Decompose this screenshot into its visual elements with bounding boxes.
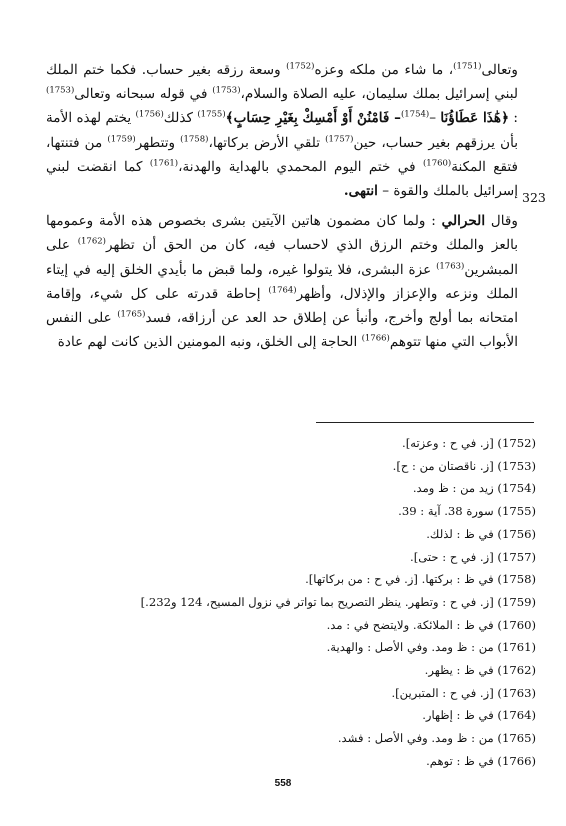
footnote	[60, 523, 536, 546]
footnote	[60, 477, 536, 500]
footnote-text: [ز. في ح : وعزته].	[402, 436, 494, 450]
footnote-number: (1752)	[497, 436, 536, 450]
footnote-ref: (1759)	[107, 134, 136, 145]
footnote	[60, 500, 536, 523]
end-marker: انتهى.	[343, 183, 378, 200]
footnote-ref: (1756)	[135, 109, 164, 120]
text-run: من فتنتها، فتقع المكنة	[46, 134, 518, 175]
footnote-text: في ظ : توهم.	[426, 753, 494, 768]
text-run: –	[429, 110, 441, 127]
footnote-number: (1763)	[497, 685, 536, 700]
footnotes	[60, 432, 536, 773]
footnote	[60, 614, 536, 637]
footnote-divider	[316, 422, 534, 423]
footnote-number: (1764)	[497, 708, 536, 723]
text-run: كذلك	[163, 110, 198, 127]
footnote	[60, 704, 536, 727]
footnote-number: (1760)	[497, 617, 536, 632]
footnote-ref: (1760)	[422, 158, 452, 169]
paragraph-1	[46, 58, 518, 203]
footnote-text: من : ظ ومد. وفي الأصل : والهدية.	[326, 640, 494, 655]
footnote	[60, 682, 536, 705]
quran-quote: ﴿هَٰذَا عَطَاؤُنَا	[440, 110, 510, 127]
text-run: الحاجة إلى الخلق، ونبه المومنين الذين كانت لهم عادة	[57, 334, 362, 351]
footnote-text: سورة 38. آية : 39.	[398, 504, 494, 519]
footnote-number: (1766)	[497, 753, 536, 768]
paragraph-number: 323	[522, 190, 546, 205]
text-run: تلقي الأرض بركاتها،	[208, 134, 326, 151]
footnote-text: في ظ : الملائكة. ولايتضح في : مد.	[326, 617, 494, 632]
footnote-ref: (1754)	[400, 109, 430, 120]
footnote-number: (1755)	[497, 504, 536, 519]
paragraph-2-wrap	[46, 209, 518, 354]
page-number: 558	[274, 778, 292, 789]
footnote-ref: (1751)	[453, 61, 482, 72]
footnote-text: في ظ : يظهر.	[424, 663, 494, 678]
text-run: : ولما كان مضمون هاتين الآيتين بشرى بخصوص هذه الأمة وعمومها بالعز والملك وختم الرزق الذي لاحساب فيه، كان من الحق أن تظهر	[46, 213, 519, 254]
footnote-text: [ز. ناقصتان من : ح].	[392, 458, 494, 473]
footnote-ref: (1761)	[149, 158, 179, 169]
footnote-ref: (1762)	[77, 236, 106, 247]
footnote-ref: (1765)	[117, 309, 146, 320]
quran-quote: – فَامْنُنْ أَوْ أَمْسِكْ بِغَيْرِ حِسَابٍ﴾	[225, 110, 401, 127]
footnote-text: في ظ : لذلك.	[426, 526, 494, 541]
text-run: على المبشرين	[46, 237, 518, 278]
text-run: عزة البشرى، فلا يتولوا غيره، ولما قبض ما بأيدي الخلق إليه في إيتاء الملك ونزعه والإعزاز والإذلال، وأظهر	[46, 261, 518, 302]
text-run: يختم لهذه الأمة بأن يرزقهم بغير حساب، حين	[46, 110, 518, 151]
footnote-number: (1753)	[497, 458, 536, 473]
footnote-number: (1765)	[497, 731, 536, 746]
author-name: الحرالي	[441, 213, 486, 230]
footnote	[60, 636, 536, 659]
footnote	[60, 546, 536, 569]
footnote-text: في ظ : بركتها. [ز. في ح : من بركاتها].	[305, 572, 494, 587]
footnote-ref: (1753)	[46, 85, 75, 96]
footnote-number: (1762)	[497, 663, 536, 678]
footnote-ref: (1753)	[212, 85, 241, 96]
text-run: في ختم اليوم المحمدي بالهداية والهدنة،	[178, 158, 423, 175]
text-run: على النفس الأبواب التي منها تتوهم	[46, 310, 518, 351]
footnote-ref: (1766)	[361, 333, 390, 344]
footnote-ref: (1763)	[436, 261, 465, 272]
footnote-ref: (1764)	[268, 285, 297, 296]
footnote-text: من : ظ ومد. وفي الأصل : فشد.	[337, 731, 494, 746]
footnote	[60, 455, 536, 478]
footnote-text: [ز. في ح : المتبرين].	[391, 685, 494, 700]
footnote-number: (1758)	[497, 572, 536, 587]
text-run: وتتطهر	[135, 134, 181, 151]
footnote-number: (1754)	[497, 481, 536, 496]
footnote	[60, 591, 536, 614]
footnote	[60, 432, 536, 455]
text-run: في قوله سبحانه وتعالى	[74, 86, 213, 103]
footnote	[60, 659, 536, 682]
footnote-text: زيد من : ظ ومد.	[412, 481, 494, 496]
paragraph-2	[46, 209, 518, 354]
footnote-number: (1756)	[497, 526, 536, 541]
text-run: إحاطة قدرته على كل شيء، وإقامة امتحانه بما أولج وأخرج، وأنبأ عن إطلاق حد العد عن أرزاقه، فسد	[46, 285, 518, 327]
footnote-number: (1759)	[497, 594, 536, 609]
footnote-ref: (1752)	[286, 61, 315, 72]
footnote	[60, 568, 536, 591]
text-run: :	[509, 110, 518, 127]
text-run: كما انقضت لبني إسرائيل بالملك والقوة –	[46, 158, 518, 200]
text-run: وتعالى	[481, 62, 518, 78]
footnote-text: [ز. في ح : وتطهر. ينظر التصريح بما تواتر في نزول المسيح، 124 و232.]	[140, 594, 494, 609]
text-run: ، ما شاء من ملكه وعزه	[314, 62, 454, 78]
text-run: وسعة رزقه بغير حساب. فكما ختم الملك لبني إسرائيل بملك سليمان، عليه الصلاة والسلام،	[46, 62, 518, 103]
text-run: وقال	[485, 213, 518, 230]
footnote-ref: (1757)	[325, 134, 354, 145]
footnote	[60, 727, 536, 750]
footnote-ref: (1758)	[180, 134, 209, 145]
footnote	[60, 750, 536, 773]
main-text	[46, 58, 518, 354]
footnote-ref: (1755)	[197, 109, 226, 120]
footnote-text: [ز. في ح : حتى].	[410, 549, 494, 564]
footnote-number: (1757)	[497, 549, 536, 564]
footnote-text: في ظ : إظهار.	[422, 708, 494, 723]
footnote-number: (1761)	[497, 640, 536, 655]
